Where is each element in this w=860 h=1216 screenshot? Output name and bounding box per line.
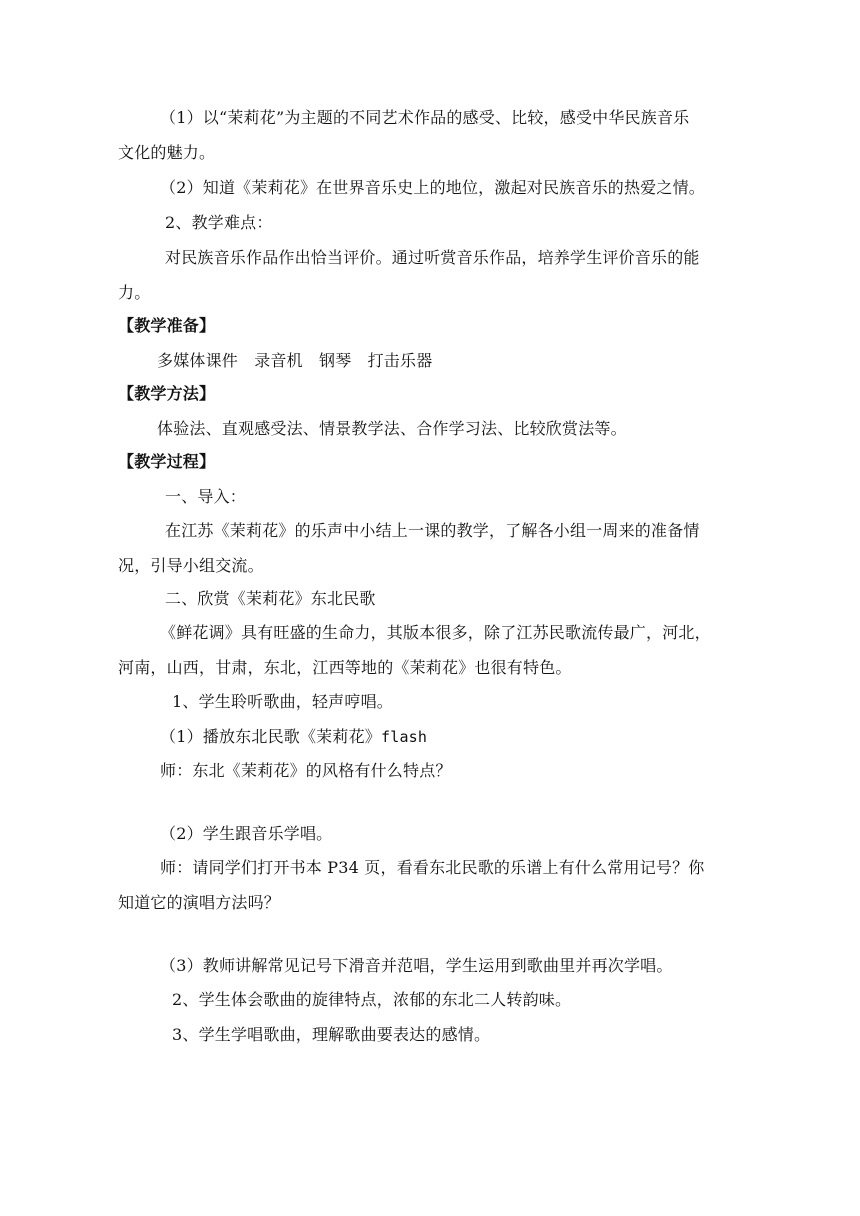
intro-line-1: 在江苏《茉莉花》的乐声中小结上一课的教学，了解各小组一周来的准备情 (165, 521, 700, 540)
play-flash-line (160, 727, 427, 747)
section-heading-process: 【教学过程】 (118, 452, 216, 471)
step-melody-feature: 2、学生体会歌曲的旋律特点，浓郁的东北二人转韵味。 (172, 990, 572, 1009)
section-heading-methods: 【教学方法】 (118, 384, 216, 403)
xianhuadiao-line-1: 《鲜花调》具有旺盛的生命力，其版本很多，除了江苏民歌流传最广，河北， (160, 623, 711, 642)
teacher-demonstration: （3）教师讲解常见记号下滑音并范唱，学生运用到歌曲里并再次学唱。 (160, 956, 673, 975)
play-flash-text: （1）播放东北民歌《茉莉花》 (160, 727, 381, 746)
step-learn-song: 3、学生学唱歌曲，理解歌曲要表达的感情。 (172, 1025, 491, 1044)
objective-2: （2）知道《茉莉花》在世界音乐史上的地位，激起对民族音乐的热爱之情。 (160, 178, 705, 197)
methods-text: 体验法、直观感受法、情景教学法、合作学习法、比较欣赏法等。 (157, 419, 627, 438)
intro-line-2: 况，引导小组交流。 (118, 556, 264, 575)
section-heading-preparation: 【教学准备】 (118, 316, 216, 335)
xianhuadiao-line-2: 河南，山西，甘肃，东北，江西等地的《茉莉花》也很有特色。 (118, 658, 572, 677)
teaching-difficulty-heading: 2、教学难点： (165, 213, 273, 232)
objective-1-line-1: （1）以“茉莉花”为主题的不同艺术作品的感受、比较，感受中华民族音乐 (160, 108, 690, 127)
preparation-items: 多媒体课件 录音机 钢琴 打击乐器 (157, 351, 433, 370)
flash-word: flash (380, 728, 428, 746)
step-listen-heading: 1、学生聆听歌曲，轻声哼唱。 (172, 692, 393, 711)
step-two-heading: 二、欣赏《茉莉花》东北民歌 (165, 589, 376, 608)
teacher-question-style: 师：东北《茉莉花》的风格有什么特点？ (160, 761, 452, 780)
step-one-heading: 一、导入： (165, 487, 247, 506)
student-follow-sing: （2）学生跟音乐学唱。 (160, 824, 333, 843)
difficulty-line-1: 对民族音乐作品作出恰当评价。通过听赏音乐作品，培养学生评价音乐的能 (165, 248, 700, 267)
teacher-instruction-line-1: 师：请同学们打开书本 P34 页，看看东北民歌的乐谱上有什么常用记号？你 (160, 858, 705, 877)
teacher-instruction-line-2: 知道它的演唱方法吗？ (118, 893, 281, 912)
objective-1-line-2: 文化的魅力。 (118, 143, 216, 162)
difficulty-line-2: 力。 (118, 283, 151, 302)
